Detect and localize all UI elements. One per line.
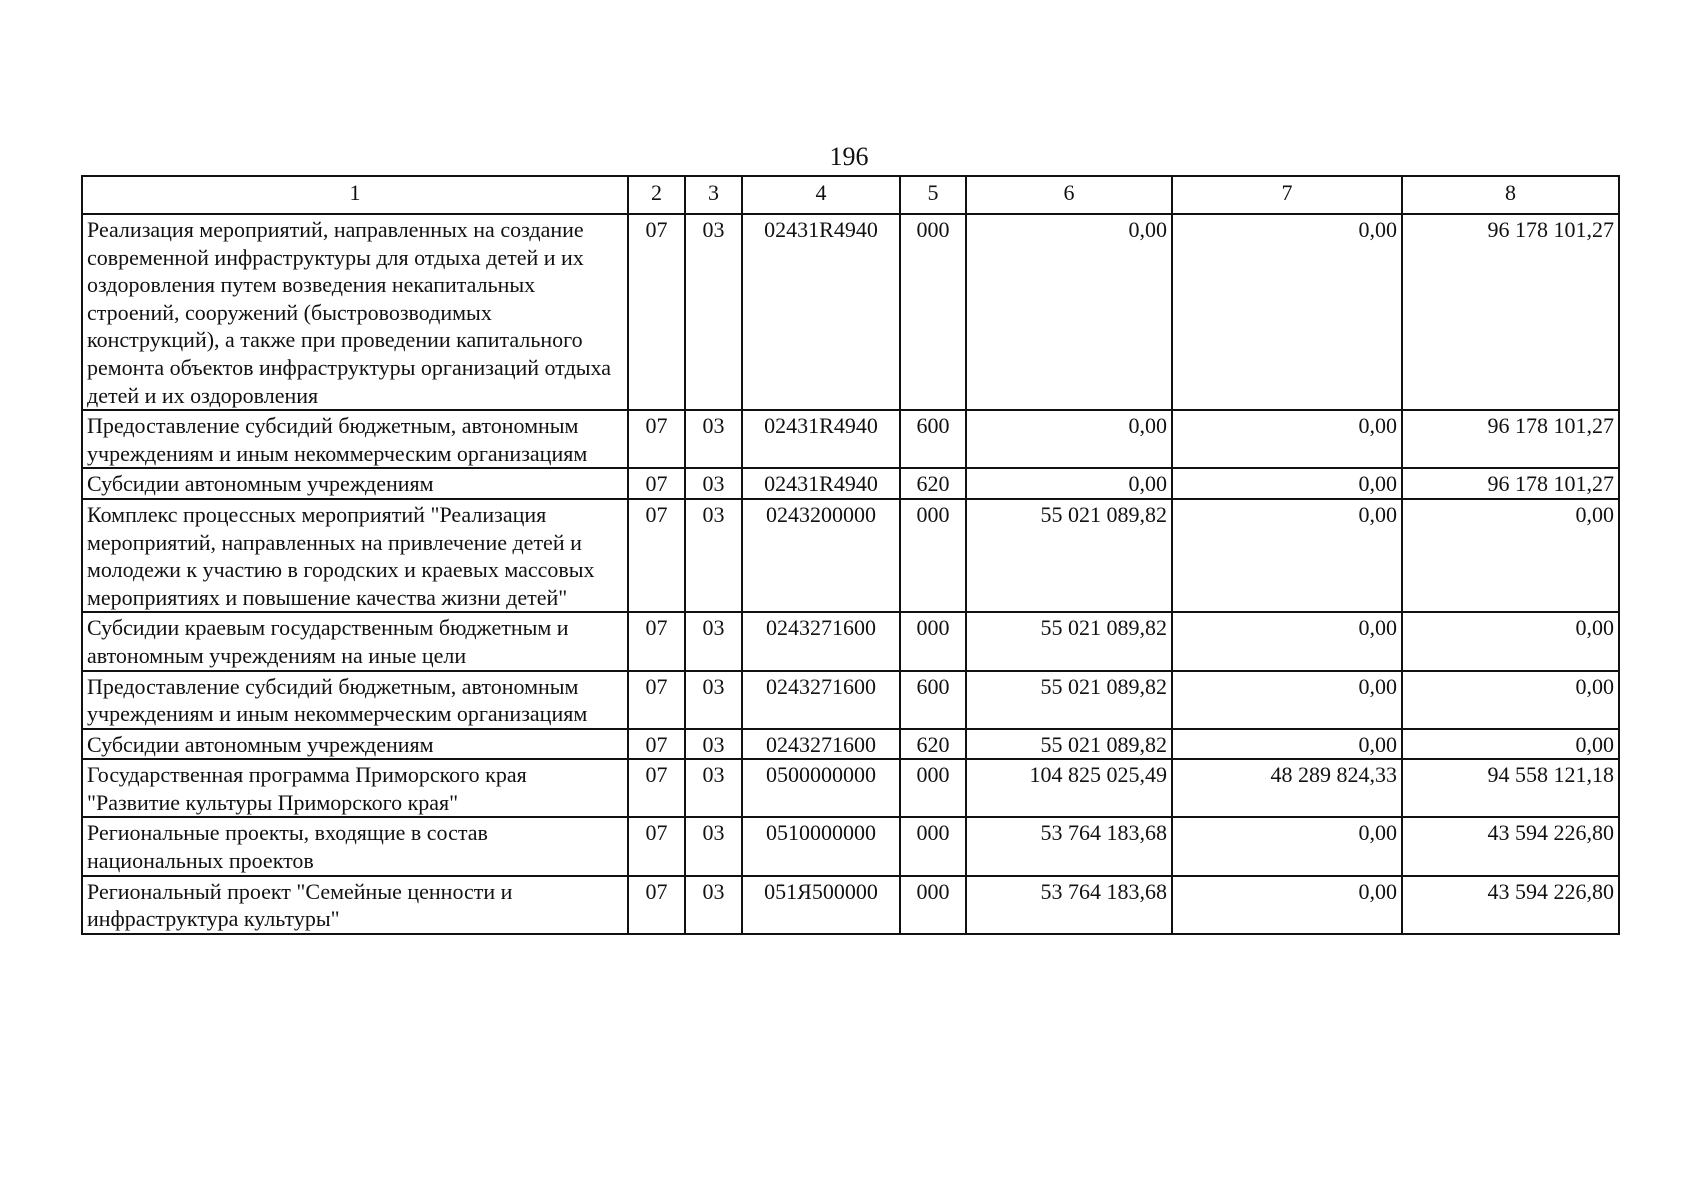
target-article-code: 0243271600 xyxy=(742,729,900,760)
amount-col-8: 96 178 101,27 xyxy=(1402,410,1619,468)
page-number: 196 xyxy=(829,142,869,171)
amount-col-7: 48 289 824,33 xyxy=(1172,759,1402,817)
row-name: Предоставление субсидий бюджетным, автономным учреждениям и иным некоммерческим организациям xyxy=(82,410,628,468)
column-header: 5 xyxy=(900,176,966,214)
subsection-code: 03 xyxy=(685,410,742,468)
table-row xyxy=(82,729,1619,760)
table-row xyxy=(82,817,1619,875)
amount-col-8: 94 558 121,18 xyxy=(1402,759,1619,817)
table-row xyxy=(82,499,1619,612)
subsection-code: 03 xyxy=(685,612,742,670)
table-row xyxy=(82,671,1619,729)
section-code: 07 xyxy=(628,729,685,760)
amount-col-7: 0,00 xyxy=(1172,817,1402,875)
amount-col-8: 96 178 101,27 xyxy=(1402,214,1619,410)
amount-col-6: 0,00 xyxy=(966,410,1172,468)
table-row xyxy=(82,612,1619,670)
expense-type-code: 000 xyxy=(900,214,966,410)
column-header: 4 xyxy=(742,176,900,214)
subsection-code: 03 xyxy=(685,671,742,729)
target-article-code: 02431R4940 xyxy=(742,468,900,499)
amount-col-8: 0,00 xyxy=(1402,671,1619,729)
row-name: Региональный проект "Семейные ценности и инфраструктура культуры" xyxy=(82,876,628,934)
expense-type-code: 600 xyxy=(900,410,966,468)
section-code: 07 xyxy=(628,499,685,612)
row-name: Региональные проекты, входящие в состав национальных проектов xyxy=(82,817,628,875)
row-name: Реализация мероприятий, направленных на создание современной инфраструктуры для отдыха детей и их оздоровления путем возведения некапитальных строений, сооружений (быстровозводимых конструкций), а также при проведении капитального ремонта объектов инфраструктуры организаций отдыха детей и их оздоровления xyxy=(82,214,628,410)
amount-col-7: 0,00 xyxy=(1172,729,1402,760)
subsection-code: 03 xyxy=(685,729,742,760)
subsection-code: 03 xyxy=(685,468,742,499)
amount-col-7: 0,00 xyxy=(1172,410,1402,468)
amount-col-7: 0,00 xyxy=(1172,468,1402,499)
expense-type-code: 600 xyxy=(900,671,966,729)
column-header: 6 xyxy=(966,176,1172,214)
subsection-code: 03 xyxy=(685,214,742,410)
column-header: 2 xyxy=(628,176,685,214)
amount-col-6: 0,00 xyxy=(966,468,1172,499)
table-row xyxy=(82,214,1619,410)
section-code: 07 xyxy=(628,410,685,468)
expense-type-code: 000 xyxy=(900,612,966,670)
amount-col-6: 55 021 089,82 xyxy=(966,729,1172,760)
section-code: 07 xyxy=(628,214,685,410)
subsection-code: 03 xyxy=(685,499,742,612)
target-article-code: 0243271600 xyxy=(742,612,900,670)
target-article-code: 02431R4940 xyxy=(742,214,900,410)
amount-col-8: 0,00 xyxy=(1402,729,1619,760)
section-code: 07 xyxy=(628,817,685,875)
amount-col-8: 0,00 xyxy=(1402,612,1619,670)
amount-col-7: 0,00 xyxy=(1172,612,1402,670)
expense-type-code: 000 xyxy=(900,759,966,817)
amount-col-8: 0,00 xyxy=(1402,499,1619,612)
expense-type-code: 000 xyxy=(900,817,966,875)
expense-type-code: 620 xyxy=(900,729,966,760)
amount-col-7: 0,00 xyxy=(1172,671,1402,729)
amount-col-6: 104 825 025,49 xyxy=(966,759,1172,817)
amount-col-7: 0,00 xyxy=(1172,214,1402,410)
table-row xyxy=(82,468,1619,499)
section-code: 07 xyxy=(628,671,685,729)
row-name: Комплекс процессных мероприятий "Реализация мероприятий, направленных на привлечение детей и молодежи к участию в городских и краевых массовых мероприятиях и повышение качества жизни детей" xyxy=(82,499,628,612)
table-row xyxy=(82,410,1619,468)
expense-type-code: 000 xyxy=(900,499,966,612)
amount-col-6: 0,00 xyxy=(966,214,1172,410)
column-header: 8 xyxy=(1402,176,1619,214)
section-code: 07 xyxy=(628,612,685,670)
column-header: 3 xyxy=(685,176,742,214)
amount-col-8: 43 594 226,80 xyxy=(1402,817,1619,875)
amount-col-8: 96 178 101,27 xyxy=(1402,468,1619,499)
column-header: 7 xyxy=(1172,176,1402,214)
section-code: 07 xyxy=(628,876,685,934)
budget-table xyxy=(81,175,1620,935)
section-code: 07 xyxy=(628,468,685,499)
amount-col-6: 53 764 183,68 xyxy=(966,817,1172,875)
subsection-code: 03 xyxy=(685,817,742,875)
subsection-code: 03 xyxy=(685,876,742,934)
row-name: Субсидии краевым государственным бюджетным и автономным учреждениям на иные цели xyxy=(82,612,628,670)
row-name: Субсидии автономным учреждениям xyxy=(82,468,628,499)
target-article-code: 0510000000 xyxy=(742,817,900,875)
amount-col-7: 0,00 xyxy=(1172,499,1402,612)
table-row xyxy=(82,876,1619,934)
subsection-code: 03 xyxy=(685,759,742,817)
table-body xyxy=(82,214,1619,934)
amount-col-7: 0,00 xyxy=(1172,876,1402,934)
amount-col-6: 55 021 089,82 xyxy=(966,499,1172,612)
column-number-row xyxy=(82,176,1619,214)
amount-col-6: 53 764 183,68 xyxy=(966,876,1172,934)
target-article-code: 0500000000 xyxy=(742,759,900,817)
target-article-code: 0243271600 xyxy=(742,671,900,729)
column-header: 1 xyxy=(82,176,628,214)
expense-type-code: 000 xyxy=(900,876,966,934)
target-article-code: 0243200000 xyxy=(742,499,900,612)
target-article-code: 051Я500000 xyxy=(742,876,900,934)
row-name: Предоставление субсидий бюджетным, автономным учреждениям и иным некоммерческим организациям xyxy=(82,671,628,729)
expense-type-code: 620 xyxy=(900,468,966,499)
row-name: Государственная программа Приморского края "Развитие культуры Приморского края" xyxy=(82,759,628,817)
row-name: Субсидии автономным учреждениям xyxy=(82,729,628,760)
amount-col-6: 55 021 089,82 xyxy=(966,671,1172,729)
section-code: 07 xyxy=(628,759,685,817)
table-row xyxy=(82,759,1619,817)
amount-col-6: 55 021 089,82 xyxy=(966,612,1172,670)
amount-col-8: 43 594 226,80 xyxy=(1402,876,1619,934)
target-article-code: 02431R4940 xyxy=(742,410,900,468)
